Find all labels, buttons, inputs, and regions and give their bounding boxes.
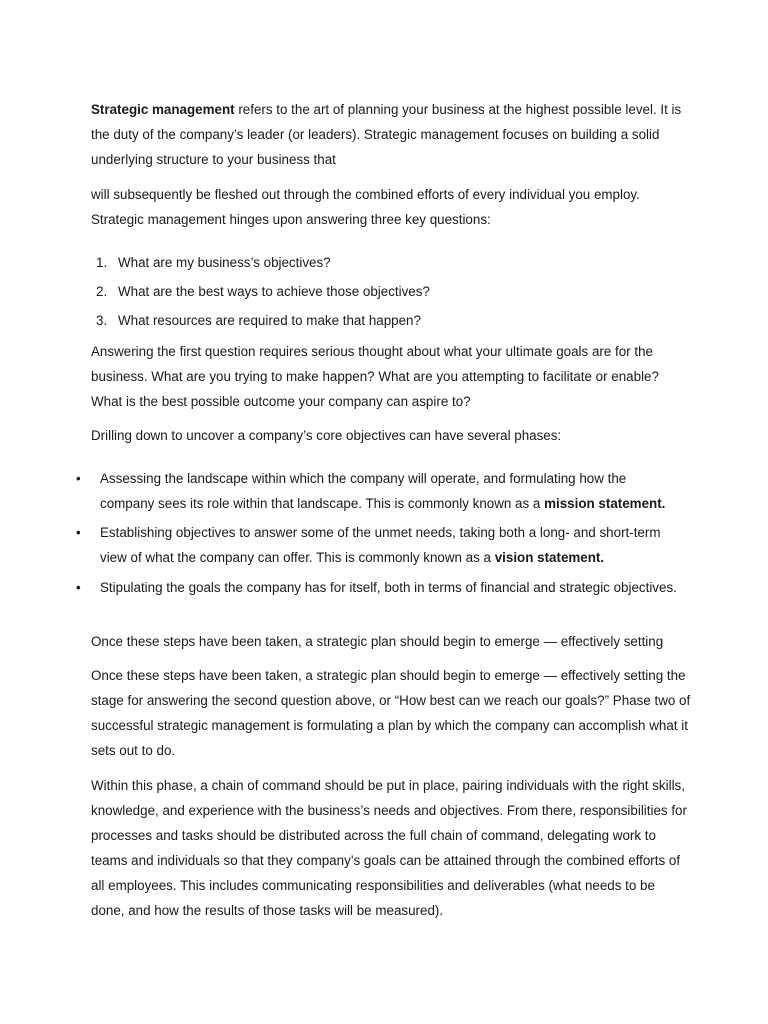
phase-paragraph: Within this phase, a chain of command should be put in place, pairing individuals with the right skills, knowledge, and experience with the business’s needs and objectives. From there, responsibilities for processes and tasks should be distributed across the full chain of command, delegating work to teams and individuals so that they company’s goals can be attained through the combined efforts of all employees. This includes communicating responsibilities and deliverables (what needs to be done, and how the results of those tasks will be measured). bbox=[91, 778, 687, 918]
bullet-item bbox=[100, 520, 680, 570]
bullet-item-text: Establishing objectives to answer some of the unmet needs, taking both a long- and short-term view of what the company can offer. This is commonly known as a bbox=[100, 525, 661, 565]
list-item-text: What are my business’s objectives? bbox=[118, 255, 331, 270]
intro-lead-rest: refers to the art of planning your business at the highest possible level. It is the duty of the company’s leader (or leaders). Strategic management focuses on building a solid underlying structure to your business that bbox=[91, 102, 682, 167]
steps-paragraph: Once these steps have been taken, a strategic plan should begin to emerge — effectively setting the stage for answering the second question above, or “How best can we reach our goals?” Phase two of successful strategic management is formulating a plan by which the company can accomplish what it sets out to do. bbox=[91, 668, 691, 758]
intro-continuation-paragraph: will subsequently be fleshed out through the combined efforts of every individual you employ. Strategic management hinges upon answering three key questions: bbox=[91, 187, 640, 227]
bullet-item-text: Assessing the landscape within which the company will operate, and formulating how the company sees its role within that landscape. This is commonly known as a bbox=[100, 471, 627, 511]
list-item-text: What are the best ways to achieve those objectives? bbox=[118, 284, 430, 299]
bullet-item-bold: mission statement. bbox=[544, 496, 666, 511]
list-item-text: What resources are required to make that happen? bbox=[118, 313, 421, 328]
list-item bbox=[96, 250, 331, 275]
drill-paragraph: Drilling down to uncover a company’s core objectives can have several phases: bbox=[91, 428, 562, 443]
list-item-number: 1. bbox=[96, 255, 108, 270]
list-item-number: 3. bbox=[96, 313, 108, 328]
bullet-icon: • bbox=[76, 525, 81, 540]
bullet-icon: • bbox=[76, 580, 81, 595]
bullet-item bbox=[100, 466, 680, 516]
bullet-icon: • bbox=[76, 471, 81, 486]
bullet-item-bold: vision statement. bbox=[494, 550, 605, 565]
answer-paragraph: Answering the first question requires serious thought about what your ultimate goals are for the business. What are you trying to make happen? What are you attempting to facilitate or enable? What is the best possible outcome your company can aspire to? bbox=[91, 344, 659, 409]
bullet-item bbox=[100, 575, 680, 600]
list-item bbox=[96, 279, 430, 304]
fragment-line: Once these steps have been taken, a strategic plan should begin to emerge — effectively setting bbox=[91, 634, 664, 649]
list-item-number: 2. bbox=[96, 284, 108, 299]
list-item bbox=[96, 308, 421, 333]
bullet-item-text: Stipulating the goals the company has for itself, both in terms of financial and strategic objectives. bbox=[100, 580, 677, 595]
intro-paragraph bbox=[91, 97, 691, 172]
intro-lead-bold: Strategic management bbox=[91, 102, 235, 117]
